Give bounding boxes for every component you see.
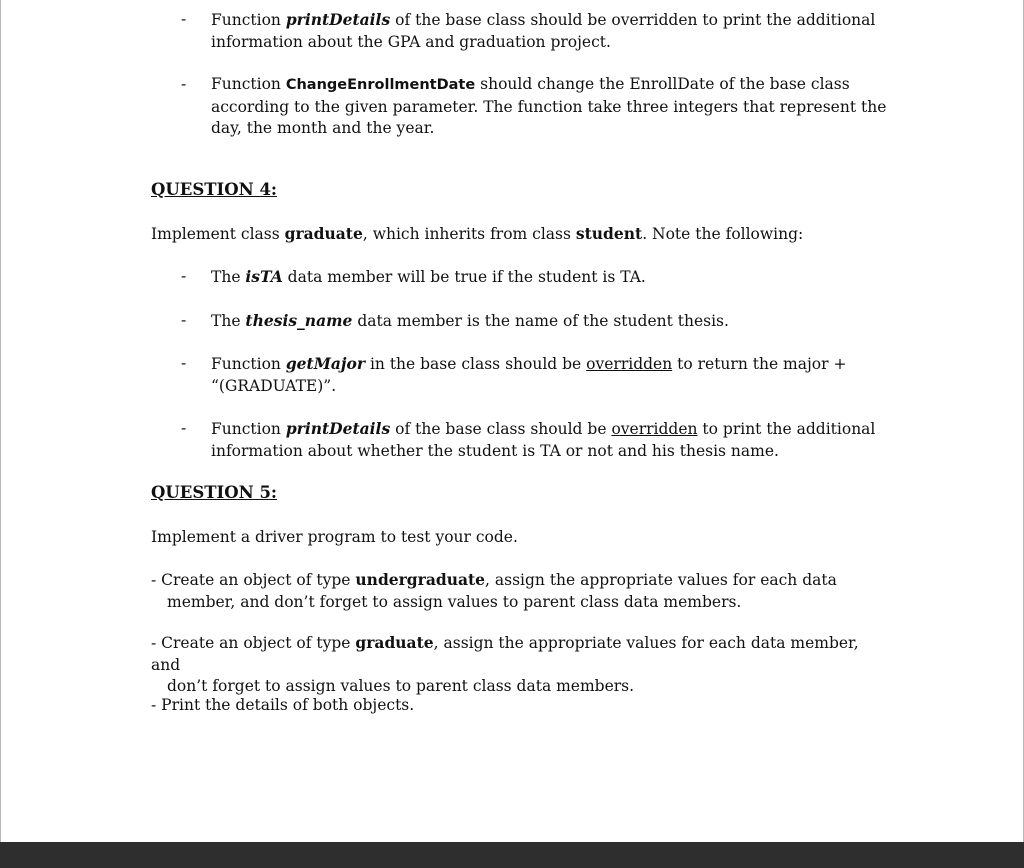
instruction-print: - Print the details of both objects. — [151, 696, 415, 714]
bullet-change-enrollment — [211, 74, 891, 140]
class-name: graduate — [355, 633, 434, 652]
question-5-heading: QUESTION 5: — [151, 483, 278, 502]
underlined-term: overridden — [586, 355, 673, 373]
underlined-term: overridden — [611, 420, 698, 438]
class-name: student — [575, 224, 643, 243]
question-5-intro: Implement a driver program to test your code. — [151, 528, 518, 546]
text: - Create an object of type — [151, 634, 356, 652]
bullet-printdetails-base — [211, 9, 891, 53]
class-name: graduate — [284, 224, 363, 243]
page-edge-left — [0, 0, 1, 842]
question-4-intro — [151, 223, 891, 246]
bullet-getmajor — [211, 353, 891, 397]
text: data member will be true if the student is TA. — [282, 268, 646, 286]
text: “(GRADUATE)”. — [211, 376, 337, 395]
text: don’t forget to assign values to parent class data members. — [167, 677, 635, 695]
function-name: getMajor — [285, 354, 366, 373]
bullet-dash: - — [181, 267, 187, 285]
bullet-dash: - — [181, 419, 187, 437]
text: member, and don’t forget to assign values to parent class data members. — [167, 592, 742, 611]
function-name: printDetails — [285, 419, 391, 438]
text: of the base class should be — [390, 420, 612, 438]
text: Function — [211, 355, 286, 373]
text: according to the given parameter. The function take three integers that represent the — [211, 97, 887, 116]
text: . Note the following: — [642, 225, 804, 243]
text: Function — [211, 420, 286, 438]
question-4-heading: QUESTION 4: — [151, 180, 278, 199]
instruction-graduate — [151, 632, 891, 698]
bullet-printdetails-graduate — [211, 418, 891, 462]
text: of the base class should be overridden to print the additional — [390, 11, 876, 29]
text: The — [211, 312, 246, 330]
text: should change the EnrollDate of the base class — [475, 75, 850, 93]
function-name: printDetails — [285, 10, 391, 29]
text: data member is the name of the student thesis. — [352, 312, 729, 330]
bullet-dash: - — [181, 311, 187, 329]
text: Implement class — [151, 225, 285, 243]
bullet-dash: - — [181, 75, 187, 93]
instruction-undergraduate — [151, 569, 891, 613]
text: to return the major + — [672, 355, 847, 373]
member-name: thesis_name — [245, 311, 353, 330]
function-name: ChangeEnrollmentDate — [285, 77, 476, 93]
text: Function — [211, 11, 286, 29]
text: , which inherits from class — [362, 225, 576, 243]
class-name: undergraduate — [355, 570, 486, 589]
viewer-bottom-bar — [0, 842, 1024, 868]
text: Function — [211, 75, 286, 93]
text: information about whether the student is TA or not and his thesis name. — [211, 441, 779, 460]
text: The — [211, 268, 246, 286]
bullet-dash: - — [181, 354, 187, 372]
text: - Create an object of type — [151, 571, 356, 589]
text: information about the GPA and graduation project. — [211, 32, 611, 51]
bullet-dash: - — [181, 10, 187, 28]
bullet-ista — [211, 266, 891, 289]
bullet-thesis-name — [211, 310, 891, 333]
text: in the base class should be — [365, 355, 587, 373]
member-name: isTA — [245, 267, 283, 286]
text: day, the month and the year. — [211, 119, 435, 137]
text: , assign the appropriate values for each data member, and — [151, 634, 859, 674]
text: , assign the appropriate values for each data — [485, 571, 837, 589]
text: to print the additional — [697, 420, 876, 438]
